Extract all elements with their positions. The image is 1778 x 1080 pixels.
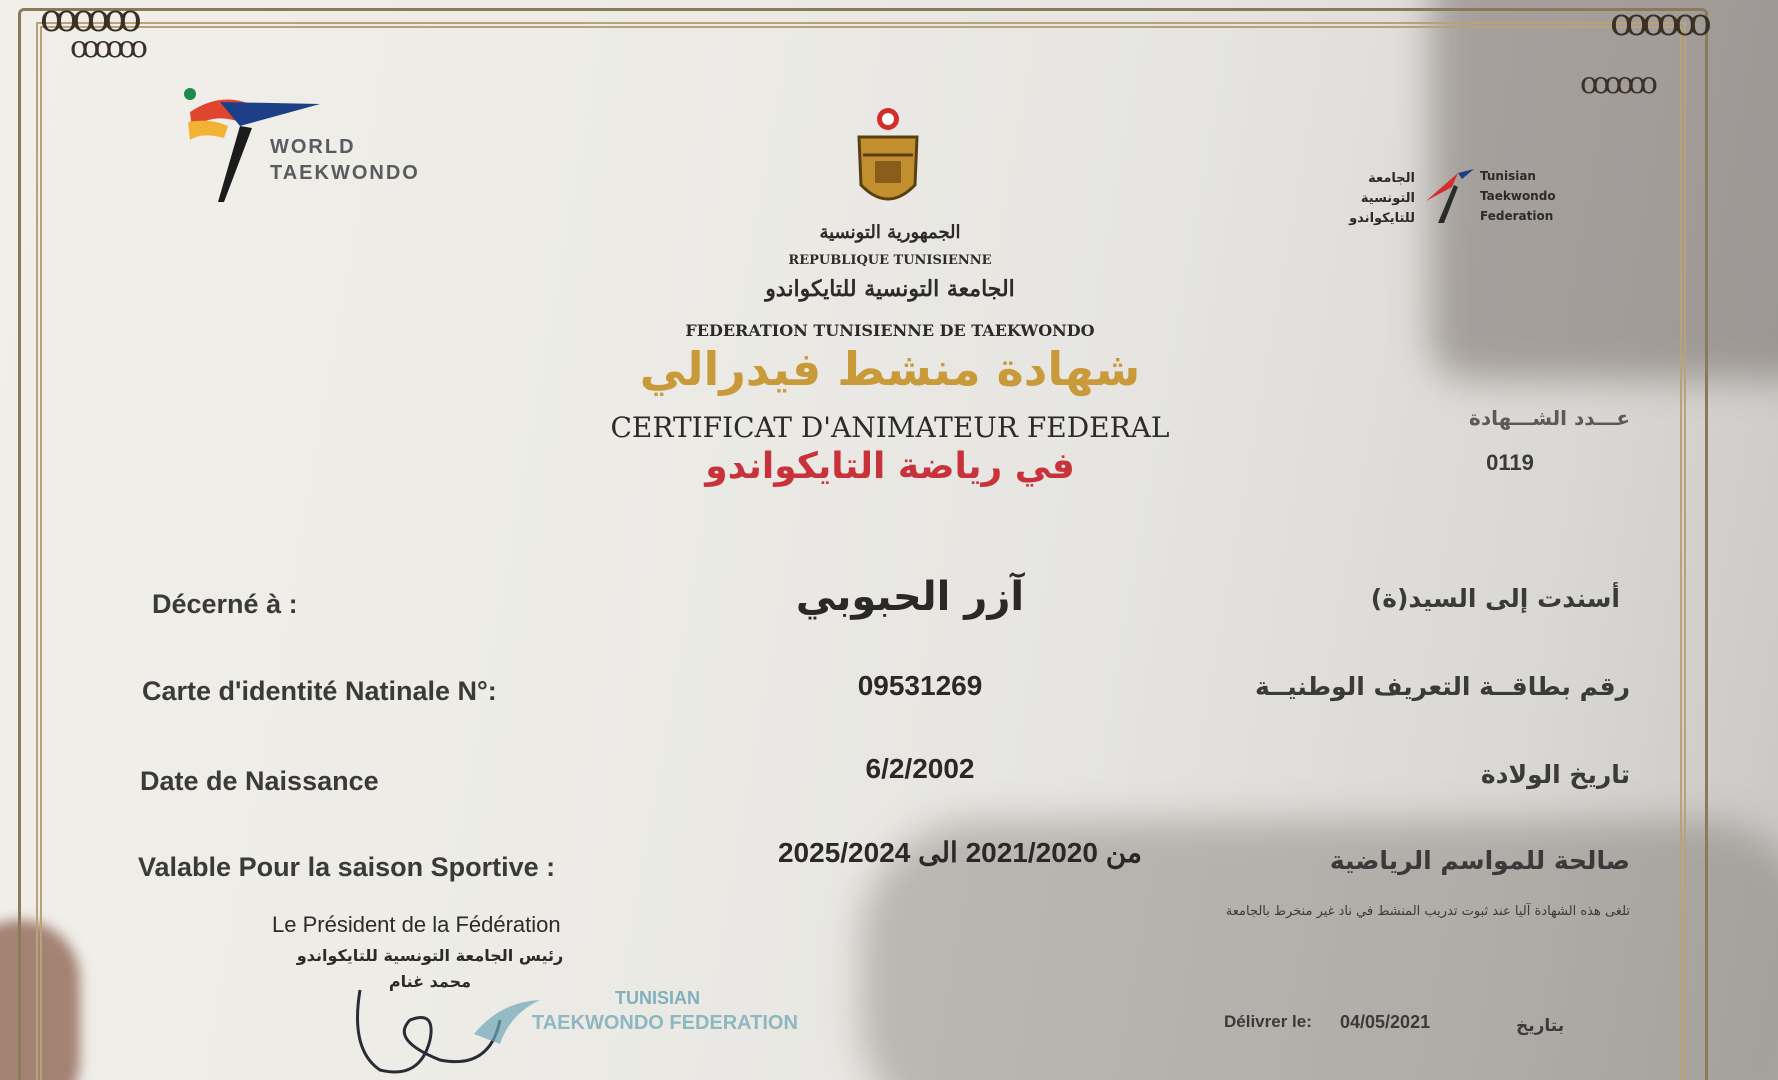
republic-ar: الجمهورية التونسية <box>819 222 961 243</box>
president-name: محمد غنام <box>388 972 472 991</box>
world-tkd-line1: WORLD <box>270 136 356 158</box>
stamp-line2: TAEKWONDO FEDERATION <box>532 1012 798 1034</box>
awarded-label-fr: Décerné à : <box>152 589 298 619</box>
ornament-top-right: ꝏꝏꝏ <box>1610 0 1706 44</box>
ornament-top-left: ꝏꝏꝏ <box>40 0 136 40</box>
ornament-top-left-2: ꝏꝏꝏ <box>70 30 142 65</box>
ttf-ar-1: الجامعة <box>1368 171 1415 186</box>
federation-fr: FEDERATION TUNISIENNE DE TAEKWONDO <box>685 321 1095 340</box>
awarded-value: آزر الحبوبي <box>795 574 1025 620</box>
validity-note-ar: تلغى هذه الشهادة آليا عند ثبوت تدريب المنشط في ناد غير منخرط بالجامعة <box>1225 904 1630 919</box>
ttf-ar-3: للتايكواندو <box>1349 211 1415 226</box>
ttf-en-2: Taekwondo <box>1480 189 1556 203</box>
tunisia-coat-of-arms-icon <box>853 105 923 215</box>
title-fr: CERTIFICAT D'ANIMATEUR FEDERAL <box>610 411 1170 444</box>
id-label-fr: Carte d'identité Natinale N°: <box>142 676 497 706</box>
season-label-fr: Valable Pour la saison Sportive : <box>138 852 556 882</box>
dob-label-fr: Date de Naissance <box>140 766 379 796</box>
president-fr: Le Président de la Fédération <box>272 912 561 937</box>
republic-fr: REPUBLIQUE TUNISIENNE <box>788 253 992 268</box>
title-ar-sub: في رياضة التايكواندو <box>705 446 1075 487</box>
ttf-en-1: Tunisian <box>1480 169 1536 183</box>
awarded-label-ar: أسندت إلى السيد(ة) <box>1370 584 1620 613</box>
ttf-emblem-icon <box>1418 165 1478 225</box>
ornament-top-right-2: ꝏꝏꝏ <box>1580 66 1652 101</box>
deliver-label-ar: بتاريخ <box>1516 1016 1565 1036</box>
world-tkd-line2: TAEKWONDO <box>270 162 420 184</box>
dob-value: 6/2/2002 <box>865 753 975 784</box>
president-ar: رئيس الجامعة التونسية للتايكواندو <box>296 946 564 965</box>
ttf-logo <box>1300 165 1600 245</box>
deliver-date: 04/05/2021 <box>1340 1012 1431 1032</box>
deliver-label-fr: Délivrer le: <box>1224 1012 1312 1031</box>
dob-label-ar: تاريخ الولادة <box>1480 760 1630 789</box>
id-label-ar: رقم بطاقــة التعريف الوطنيــة <box>1254 672 1630 701</box>
id-value: 09531269 <box>857 670 983 701</box>
season-value: من 2021/2020 الى 2025/2024 <box>777 837 1143 868</box>
ttf-ar-2: التونسية <box>1360 191 1415 206</box>
cert-number-value: 0119 <box>1486 450 1534 475</box>
federation-stamp <box>470 988 798 1080</box>
season-label-ar: صالحة للمواسم الرياضية <box>1329 846 1630 875</box>
ttf-en-3: Federation <box>1480 209 1554 223</box>
stamp-line1: TUNISIAN <box>615 988 700 1008</box>
federation-ar: الجامعة التونسية للتايكواندو <box>765 276 1015 302</box>
world-taekwondo-logo <box>180 82 480 202</box>
cert-number-label: عـــدد الشـــهادة <box>1469 406 1630 430</box>
title-ar-main: شهادة منشط فيدرالي <box>639 342 1141 396</box>
